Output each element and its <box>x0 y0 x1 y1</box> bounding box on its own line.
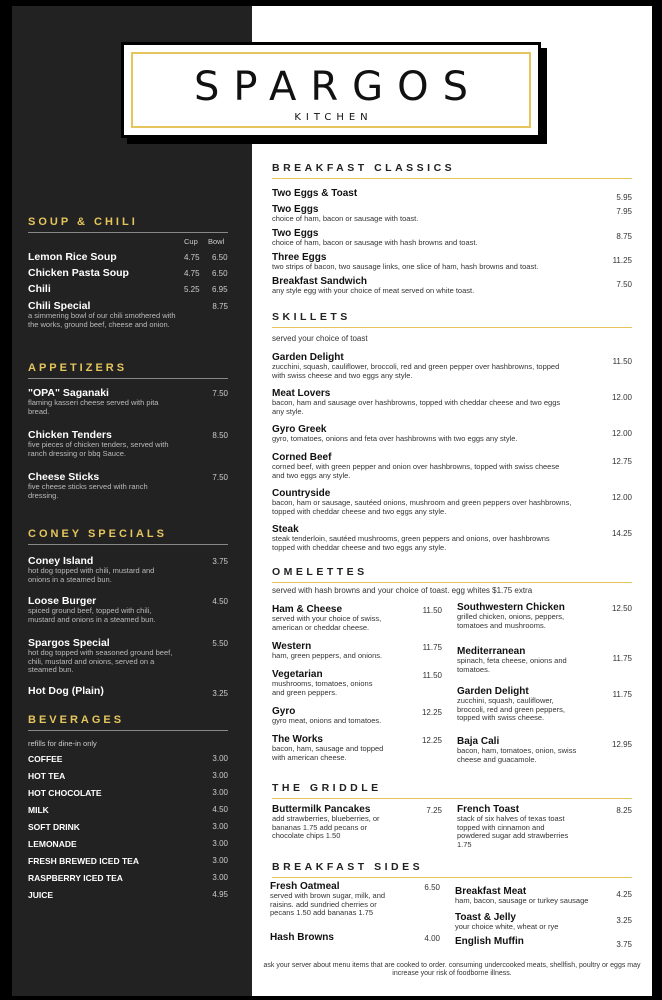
item-description: spinach, feta cheese, onions and tomatoes. <box>457 656 567 674</box>
item-name: Western <box>272 641 312 652</box>
item-name: HOT CHOCOLATE <box>28 788 102 798</box>
item-name: LEMONADE <box>28 839 77 849</box>
menu-item <box>28 300 228 329</box>
item-description: served with your choice of swiss, american or cheddar cheese. <box>272 614 382 632</box>
item-name: Buttermilk Pancakes <box>272 804 371 815</box>
item-name: Baja Cali <box>457 736 500 747</box>
item-name: Two Eggs <box>272 204 319 215</box>
menu-item <box>455 886 632 906</box>
item-name: Breakfast Sandwich <box>272 276 368 287</box>
menu-item <box>272 669 442 697</box>
menu-item <box>457 686 632 723</box>
menu-item <box>457 646 632 674</box>
item-name: Steak <box>272 524 299 535</box>
item-description: gyro meat, onions and tomatoes. <box>272 716 382 725</box>
item-description: a simmering bowl of our chili smothered with the works, ground beef, cheese and onion. <box>28 311 176 329</box>
item-name: Hash Browns <box>270 932 334 943</box>
item-name: Two Eggs & Toast <box>272 188 358 199</box>
menu-item <box>28 595 228 624</box>
item-price: 12.00 <box>611 393 632 402</box>
soup-section <box>28 216 228 371</box>
right-panel <box>252 6 652 996</box>
menu-item <box>272 228 632 248</box>
logo <box>121 42 541 138</box>
menu-item <box>272 452 632 480</box>
item-name: HOT TEA <box>28 771 66 781</box>
item-name: Corned Beef <box>272 452 332 463</box>
menu-item <box>28 685 228 697</box>
item-name: Chicken Tenders <box>28 429 112 441</box>
menu-item <box>270 932 440 943</box>
item-price: 5.50 <box>212 639 228 648</box>
item-price: 11.25 <box>612 256 632 265</box>
item-description: flaming kasseri cheese served with pita bread. <box>28 398 159 416</box>
item-name: Garden Delight <box>457 686 529 697</box>
beverage-item <box>28 873 228 883</box>
item-price: 7.95 <box>616 207 632 216</box>
item-price: 3.00 <box>212 754 228 763</box>
beverage-item <box>28 856 228 866</box>
item-name: Chili <box>28 283 51 295</box>
item-name: Three Eggs <box>272 252 327 263</box>
item-description: zucchini, squash, cauliflower, broccoli, red and green peppers, topped with swiss cheese. <box>457 696 565 723</box>
item-price: 4.50 <box>212 805 228 814</box>
item-description: spiced ground beef, topped with chili, mustard and onions in a steamed bun. <box>28 606 156 624</box>
item-price: 4.95 <box>212 890 228 899</box>
coney-section <box>28 528 228 715</box>
menu-item <box>28 471 228 500</box>
item-price: 11.50 <box>612 357 632 366</box>
item-description: corned beef, with green pepper and onion over hashbrowns, topped with swiss cheese and two eggs any style. <box>272 462 560 480</box>
bowl-price: 6.95 <box>212 285 228 294</box>
item-name: Hot Dog (Plain) <box>28 685 104 697</box>
item-price: 8.75 <box>212 302 228 311</box>
item-price: 11.50 <box>422 671 442 680</box>
menu-item <box>272 188 632 202</box>
item-description: zucchini, squash, cauliflower, broccoli, red and green pepper over hashbrowns, topped with swiss cheese and two eggs any style. <box>272 362 560 380</box>
item-name: French Toast <box>457 804 520 815</box>
item-description: choice of ham, bacon or sausage with hash browns and toast. <box>272 238 478 247</box>
item-name: Mediterranean <box>457 646 526 657</box>
menu-item <box>455 936 632 947</box>
menu-item <box>28 555 228 584</box>
menu-item <box>272 252 632 272</box>
item-price: 12.25 <box>421 736 442 745</box>
menu-item <box>28 429 228 458</box>
bowl-column-header: Bowl <box>208 237 225 246</box>
item-description: bacon, ham or sausage, sautéed onions, mushroom and green peppers over hashbrowns, topped with cheddar cheese and two eggs any style. <box>272 498 572 516</box>
item-description: bacon, ham, sausage and topped with american cheese. <box>272 744 384 762</box>
item-price: 7.50 <box>616 280 632 289</box>
item-price: 5.95 <box>616 193 632 202</box>
menu-item <box>28 267 228 279</box>
item-description: mushrooms, tomatoes, onions and green peppers. <box>272 679 373 697</box>
cup-price: 4.75 <box>184 269 200 278</box>
item-price: 14.25 <box>611 529 632 538</box>
item-description: bacon, ham and sausage over hashbrowns, topped with cheddar cheese and two eggs any style. <box>272 398 561 416</box>
beverage-item <box>28 839 228 849</box>
item-description: any style egg with your choice of meat served on white toast. <box>272 286 475 295</box>
item-name: Fresh Oatmeal <box>270 881 340 892</box>
item-name: "OPA" Saganaki <box>28 387 109 399</box>
item-name: Meat Lovers <box>272 388 331 399</box>
item-name: Toast & Jelly <box>455 912 516 923</box>
beverage-item <box>28 754 228 764</box>
item-description: ham, green peppers, and onions. <box>272 651 383 660</box>
item-description: hot dog topped with seasoned ground beef, chili, mustard and onions, served on a steamed bun. <box>28 648 173 675</box>
menu-item <box>272 804 442 841</box>
menu-item <box>272 352 632 380</box>
item-price: 4.50 <box>212 597 228 606</box>
item-name: Vegetarian <box>272 669 323 680</box>
item-description: gyro, tomatoes, onions and feta over hashbrowns with two eggs any style. <box>272 434 518 443</box>
item-price: 12.95 <box>611 740 632 749</box>
item-price: 11.50 <box>422 606 442 615</box>
item-name: Ham & Cheese <box>272 604 343 615</box>
menu-item <box>455 912 632 932</box>
menu-item <box>457 602 632 630</box>
menu-item <box>28 251 228 263</box>
section-heading: CONEY SPECIALS <box>28 528 228 545</box>
item-price: 12.00 <box>611 429 632 438</box>
item-name: Lemon Rice Soup <box>28 251 117 263</box>
menu-item <box>272 424 632 444</box>
menu-item <box>28 387 228 416</box>
item-price: 3.00 <box>212 771 228 780</box>
menu-item <box>272 734 442 762</box>
menu-item <box>272 706 442 726</box>
item-name: Chicken Pasta Soup <box>28 267 129 279</box>
item-price: 4.00 <box>424 934 440 943</box>
item-description: two strips of bacon, two sausage links, one slice of ham, hash browns and toast. <box>272 262 539 271</box>
beverage-item <box>28 822 228 832</box>
menu-item <box>457 736 632 764</box>
menu-item <box>457 804 632 850</box>
item-price: 3.75 <box>616 940 632 949</box>
item-price: 3.00 <box>212 839 228 848</box>
section-heading: SOUP & CHILI <box>28 216 228 233</box>
brand-subtitle: KITCHEN <box>294 112 373 123</box>
item-price: 3.00 <box>212 822 228 831</box>
menu-item <box>28 637 228 675</box>
beverage-item <box>28 890 228 900</box>
menu-item <box>272 488 632 516</box>
item-description: bacon, ham, tomatoes, onion, swiss cheese and guacamole. <box>457 746 577 764</box>
item-name: Coney Island <box>28 555 94 567</box>
beverage-item <box>28 771 228 781</box>
item-price: 12.50 <box>611 604 632 613</box>
item-price: 6.50 <box>424 883 440 892</box>
logo-border <box>131 52 531 128</box>
item-description: five cheese sticks served with ranch dressing. <box>28 482 148 500</box>
item-price: 3.25 <box>212 689 228 698</box>
section-heading: APPETIZERS <box>28 362 228 379</box>
item-name: Two Eggs <box>272 228 319 239</box>
item-name: Gyro <box>272 706 296 717</box>
item-description: grilled chicken, onions, peppers, tomatoes and mushrooms. <box>457 612 565 630</box>
menu-item <box>272 388 632 416</box>
item-description: ham, bacon, sausage or turkey sausage <box>455 896 589 905</box>
menu-item <box>272 276 632 296</box>
item-price: 3.25 <box>616 916 632 925</box>
beverage-item <box>28 805 228 815</box>
item-description: add strawberries, blueberries, or bananas 1.75 add pecans or chocolate chips 1.50 <box>272 814 380 841</box>
section-heading: SKILLETS <box>272 311 632 328</box>
item-price: 8.75 <box>616 232 632 241</box>
cup-column-header: Cup <box>184 237 198 246</box>
item-description: served with brown sugar, milk, and raisins. add sundried cherries or pecans 1.50 add bananas 1.75 <box>270 891 386 918</box>
beverages-note: refills for dine-in only <box>28 739 97 748</box>
item-price: 3.75 <box>212 557 228 566</box>
menu-item <box>272 524 632 552</box>
item-name: COFFEE <box>28 754 63 764</box>
item-description: hot dog topped with chili, mustard and onions in a steamed bun. <box>28 566 155 584</box>
item-name: JUICE <box>28 890 54 900</box>
item-name: Garden Delight <box>272 352 344 363</box>
item-name: Southwestern Chicken <box>457 602 565 613</box>
item-description: steak tenderloin, sautéed mushrooms, green peppers and onions, over hashbrowns topped with cheddar cheese and two eggs any style. <box>272 534 550 552</box>
left-panel <box>12 6 252 996</box>
item-name: English Muffin <box>455 936 524 947</box>
item-price: 4.25 <box>616 890 632 899</box>
beverages-section <box>28 714 228 914</box>
menu-item <box>272 641 442 661</box>
item-price: 12.00 <box>611 493 632 502</box>
section-heading: BREAKFAST SIDES <box>272 861 632 878</box>
section-heading: OMELETTES <box>272 566 632 583</box>
item-name: MILK <box>28 805 49 815</box>
bowl-price: 6.50 <box>212 253 228 262</box>
menu-item <box>28 283 228 295</box>
item-name: Cheese Sticks <box>28 471 100 483</box>
item-description: your choice white, wheat or rye <box>455 922 559 931</box>
section-heading: THE GRIDDLE <box>272 782 632 799</box>
item-name: RASPBERRY ICED TEA <box>28 873 123 883</box>
item-description: stack of six halves of texas toast topped with cinnamon and powdered sugar add strawberries 1.75 <box>457 814 569 849</box>
bowl-price: 6.50 <box>212 269 228 278</box>
item-name: Countryside <box>272 488 331 499</box>
appetizers-section <box>28 362 228 517</box>
menu-page <box>12 6 652 996</box>
item-price: 8.25 <box>616 806 632 815</box>
item-description: choice of ham, bacon or sausage with toast. <box>272 214 419 223</box>
item-price: 11.75 <box>612 654 632 663</box>
cup-price: 4.75 <box>184 253 200 262</box>
item-price: 11.75 <box>422 643 442 652</box>
section-heading: BREAKFAST CLASSICS <box>272 162 632 179</box>
cup-price: 5.25 <box>184 285 200 294</box>
item-price: 11.75 <box>612 690 632 699</box>
beverage-item <box>28 788 228 798</box>
menu-item <box>270 881 440 918</box>
disclaimer: ask your server about menu items that are cooked to order. consuming undercooked meats, shellfish, poultry or eggs may increase your risk of foodborne illness. <box>263 962 641 978</box>
item-price: 12.75 <box>611 457 632 466</box>
item-name: The Works <box>272 734 323 745</box>
item-price: 3.00 <box>212 788 228 797</box>
item-name: Loose Burger <box>28 595 97 607</box>
section-heading: BEVERAGES <box>28 714 228 731</box>
skillets-note: served your choice of toast <box>272 334 368 343</box>
item-price: 7.50 <box>212 389 228 398</box>
item-name: Breakfast Meat <box>455 886 527 897</box>
item-price: 3.00 <box>212 856 228 865</box>
item-name: Chili Special <box>28 300 91 312</box>
item-description: five pieces of chicken tenders, served with ranch dressing or bbq Sauce. <box>28 440 169 458</box>
item-price: 3.00 <box>212 873 228 882</box>
item-name: FRESH BREWED ICED TEA <box>28 856 139 866</box>
menu-item <box>272 204 632 224</box>
menu-item <box>272 604 442 632</box>
item-price: 7.25 <box>426 806 442 815</box>
item-name: Spargos Special <box>28 637 110 649</box>
item-price: 8.50 <box>212 431 228 440</box>
brand-name: SPARGOS <box>194 64 482 110</box>
item-name: SOFT DRINK <box>28 822 80 832</box>
item-price: 7.50 <box>212 473 228 482</box>
item-name: Gyro Greek <box>272 424 327 435</box>
omelettes-note: served with hash browns and your choice of toast. egg whites $1.75 extra <box>272 586 533 595</box>
item-price: 12.25 <box>421 708 442 717</box>
